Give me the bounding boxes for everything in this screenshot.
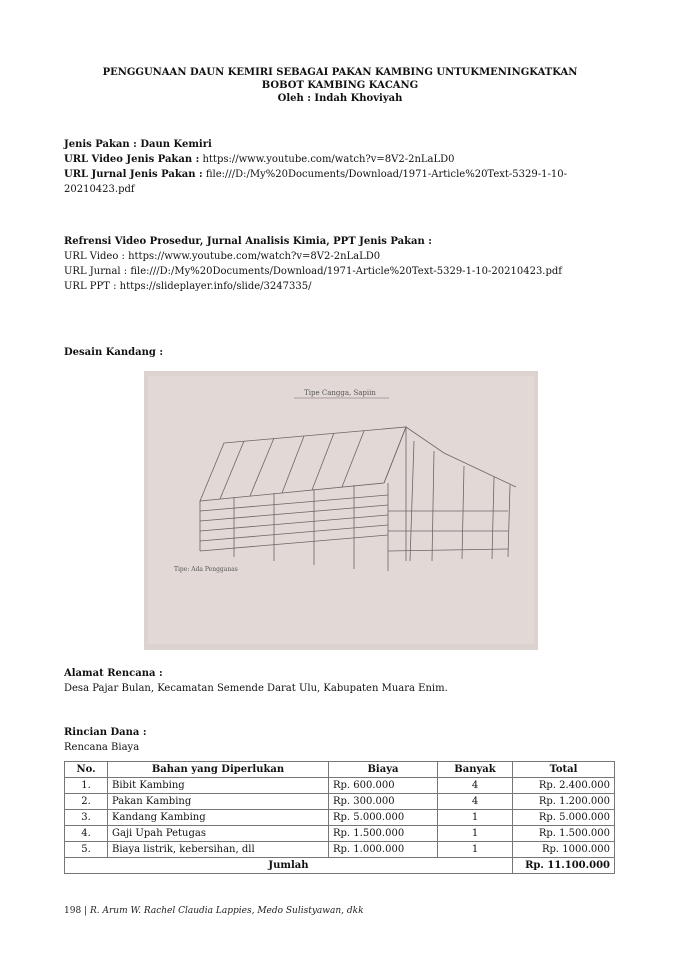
desain-heading: Desain Kandang : — [64, 347, 164, 358]
table-row — [65, 778, 615, 794]
row-biaya: Rp. 5.000.000 — [329, 810, 438, 826]
alamat-text: Desa Pajar Bulan, Kecamatan Semende Darat Ulu, Kabupaten Muara Enim. — [64, 683, 448, 694]
table-row — [65, 794, 615, 810]
row-biaya: Rp. 600.000 — [329, 778, 438, 794]
row-biaya: Rp. 300.000 — [329, 794, 438, 810]
row-no: 3. — [65, 810, 108, 826]
references-heading: Refrensi Video Prosedur, Jurnal Analisis Kimia, PPT Jenis Pakan : — [64, 236, 432, 247]
row-total: Rp. 1.200.000 — [513, 794, 615, 810]
row-banyak: 1 — [438, 826, 513, 842]
col-total: Total — [513, 762, 615, 778]
row-banyak: 1 — [438, 842, 513, 858]
document-title — [60, 66, 620, 105]
row-banyak: 1 — [438, 810, 513, 826]
author-line: Oleh : Indah Khoviyah — [277, 93, 403, 104]
references — [64, 234, 624, 294]
alamat-heading: Alamat Rencana : — [64, 668, 163, 679]
col-biaya: Biaya — [329, 762, 438, 778]
barn-sketch — [144, 371, 538, 650]
row-no: 2. — [65, 794, 108, 810]
table-row — [65, 842, 615, 858]
row-biaya: Rp. 1.500.000 — [329, 826, 438, 842]
row-no: 1. — [65, 778, 108, 794]
row-bahan: Pakan Kambing — [108, 794, 329, 810]
video-url-link[interactable]: https://www.youtube.com/watch?v=8V2-2nLaLD0 — [199, 154, 455, 165]
ref-ppt-link[interactable]: URL PPT : https://slideplayer.info/slide/3247335/ — [64, 281, 312, 292]
row-total: Rp. 2.400.000 — [513, 778, 615, 794]
journal-url-line — [64, 167, 624, 197]
row-bahan: Bibit Kambing — [108, 778, 329, 794]
page-footer — [64, 906, 364, 916]
footer-authors: R. Arum W. Rachel Claudia Lappies, Medo Sulistyawan, dkk — [89, 906, 364, 916]
table-header-row — [65, 762, 615, 778]
ref-video-link[interactable]: URL Video : https://www.youtube.com/watch?v=8V2-2nLaLD0 — [64, 251, 381, 262]
table-total-row — [65, 858, 615, 874]
row-total: Rp. 1000.000 — [513, 842, 615, 858]
journal-url-label: URL Jurnal Jenis Pakan : — [64, 169, 203, 180]
video-url-label: URL Video Jenis Pakan : — [64, 154, 200, 165]
row-total: Rp. 1.500.000 — [513, 826, 615, 842]
row-banyak: 4 — [438, 778, 513, 794]
row-bahan: Kandang Kambing — [108, 810, 329, 826]
journal-url-link[interactable]: file:///D:/My%20Documents/Download/1971-Article%20Text-5329-1-10-20210423.pdf — [64, 169, 567, 195]
alamat-section — [64, 666, 624, 696]
rincian-section — [64, 725, 624, 755]
ref-journal-link[interactable]: URL Jurnal : file:///D:/My%20Documents/Download/1971-Article%20Text-5329-1-10-20210423.pdf — [64, 266, 562, 277]
sketch-note: Tipe: Ada Pengganas — [174, 566, 238, 573]
sketch-title: Tipe Cangga, Sapiin — [304, 389, 376, 397]
feed-info — [64, 137, 624, 197]
total-label: Jumlah — [65, 858, 513, 874]
table-row — [65, 826, 615, 842]
feed-type: Jenis Pakan : Daun Kemiri — [64, 139, 212, 150]
page-number: 198 — [64, 906, 82, 916]
rincian-sub: Rencana Biaya — [64, 742, 140, 753]
row-no: 5. — [65, 842, 108, 858]
footer-divider: | — [84, 906, 90, 916]
table-row — [65, 810, 615, 826]
row-bahan: Biaya listrik, kebersihan, dll — [108, 842, 329, 858]
col-no: No. — [65, 762, 108, 778]
title-line-2: BOBOT KAMBING KACANG — [261, 80, 419, 91]
budget-table — [64, 761, 615, 874]
row-no: 4. — [65, 826, 108, 842]
title-line-1: PENGGUNAAN DAUN KEMIRI SEBAGAI PAKAN KAMBING UNTUKMENINGKATKAN — [102, 67, 578, 78]
row-bahan: Gaji Upah Petugas — [108, 826, 329, 842]
rincian-heading: Rincian Dana : — [64, 727, 147, 738]
video-url-line — [64, 152, 624, 167]
col-banyak: Banyak — [438, 762, 513, 778]
row-biaya: Rp. 1.000.000 — [329, 842, 438, 858]
row-banyak: 4 — [438, 794, 513, 810]
total-value: Rp. 11.100.000 — [513, 858, 615, 874]
barn-sketch-photo — [144, 371, 538, 650]
col-bahan: Bahan yang Diperlukan — [108, 762, 329, 778]
row-total: Rp. 5.000.000 — [513, 810, 615, 826]
